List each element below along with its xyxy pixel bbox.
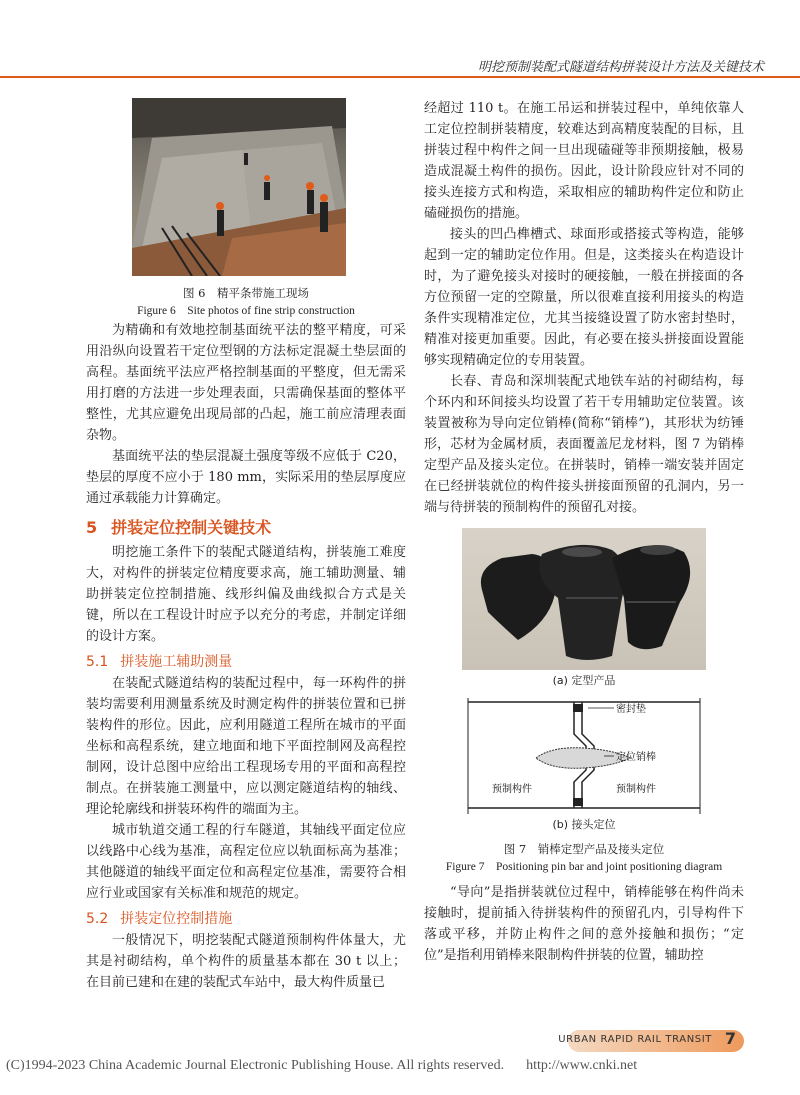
paragraph: 在装配式隧道结构的装配过程中，每一环构件的拼装均需要利用测量系统及时测定构件的拼装位置和已拼装构件的形位。因此，应利用隧道工程所在城市的平面坐标和高程系统，建立地面和地下平面控制网及高程控制网，设计总图中应给出工程现场专用的平面和高程控制点。在拼装施工测量中，应以测定隧道结构的轴线、理论轮廓线和拼装环构件的端面为主。 [86,676,406,817]
section-5-1-heading [86,651,406,671]
paragraph: 城市轨道交通工程的行车隧道，其轴线平面定位应以线路中心线为基准，高程定位应以轨面标高为基准；其他隧道的轴线平面定位和高程定位基准，需要符合相应行业或国家有关标准和规范的规定。 [86,823,406,901]
paragraph: 经超过 110 t。在施工吊运和拼装过程中，单纯依靠人工定位控制拼装精度，较难达到高精度装配的目标，且拼装过程中构件之间一旦出现磕碰等非预期接触，极易造成混凝土构件的损伤。因此，设计阶段应针对不同的接头连接方式和构造，采取相应的辅助构件定位和防止磕碰损伤的措施。 [424,101,744,221]
left-column [86,98,406,993]
section-title: 拼装施工辅助测量 [120,654,233,670]
journal-brand: URBAN RAPID RAIL TRANSIT [558,1034,712,1045]
figure-7-caption-en: Figure 7 Positioning pin bar and joint positioning diagram [445,861,723,873]
section-5-2-heading [86,908,406,928]
paragraph: 为精确和有效地控制基面统平法的整平精度，可采用沿纵向设置若干定位型钢的方法标定混凝土垫层面的高程。基面统平法应严格控制基面的平整度，但无需采用打磨的方法进一步处理表面，只需确保基面的整体平整性，尤其应避免出现局部的凸起，施工前应清理表面杂物。 [86,323,406,443]
section-title: 拼装定位控制关键技术 [111,518,272,537]
figure-6-photo [132,98,346,276]
paragraph: 接头的凹凸榫槽式、球面形或搭接式等构造，能够起到一定的辅助定位作用。但是，这类接头在构造设计时，为了避免接头对接时的硬接触，一般在拼接面的各方位预留一定的空隙量，所以很难直接利用接头的构造条件实现精准定位，尤其当接缝设置了防水密封垫时，精准对接更加重要。因此，有必要在接头拼接面设置能够实现精确定位的专用装置。 [424,227,744,368]
running-header: 明挖预制装配式隧道结构拼装设计方法及关键技术 [477,60,764,75]
positioning-pin-label: 定位销棒 [616,752,656,763]
right-column [424,98,744,966]
construction-site-image [132,98,346,276]
figure-7a-label: (a) 定型产品 [552,674,616,687]
figure-7-caption-zh: 图 7 销棒定型产品及接头定位 [503,842,665,856]
paragraph: 长春、青岛和深圳装配式地铁车站的衬砌结构，每个环内和环间接头均设置了若干专用辅助定位装置。该装置被称为导向定位销棒(简称“销棒”)，其形状为纺锤形，芯材为金属材质，表面覆盖尼龙材料，图 7 为销棒定型产品及接头定位。在拼装时，销棒一端安装并固定在已经拼装就位的构件接头拼接面预留的孔洞内，另一端与待拼装的预制构件的预留孔对接。 [424,374,744,515]
header-rule [0,76,800,78]
section-title: 拼装定位控制措施 [120,911,233,927]
figure-6-caption-zh: 图 6 精平条带施工现场 [183,286,309,300]
section-number: 5.1 [86,654,109,670]
figure-7b-label: (b) 接头定位 [552,818,616,831]
paragraph: “导向”是指拼装就位过程中，销棒能够在构件尚未接触时，提前插入待拼装构件的预留孔内，引导构件下落或平移，并防止构件之间的意外接触和损伤；“定位”是指利用销棒来限制构件拼装的位置，辅助控 [424,885,744,963]
pin-bar-product-image [462,528,706,670]
section-number: 5 [86,518,98,537]
section-number: 5.2 [86,911,109,927]
cnki-url[interactable]: http://www.cnki.net [526,1058,638,1073]
page-number: 7 [724,1029,736,1048]
section-5-heading [86,515,406,538]
precast-left-label: 预制构件 [492,784,532,795]
copyright-text: (C)1994-2023 China Academic Journal Electronic Publishing House. All rights reserved. [6,1058,505,1073]
paragraph: 明挖施工条件下的装配式隧道结构，拼装施工难度大，对构件的拼装定位精度要求高，施工辅助测量、辅助拼装定位控制措施、线形纠偏及曲线拟合方式是关键，所以在工程设计时应予以充分的考虑，并制定详细的设计方案。 [86,545,406,644]
figure-7a-photo [462,528,706,670]
seal-gasket-label: 密封垫 [616,704,646,715]
figure-7b-diagram [464,694,704,816]
copyright-line [6,1058,637,1074]
precast-right-label: 预制构件 [616,784,656,795]
figure-6-caption-en: Figure 6 Site photos of fine strip construction [137,305,355,317]
paragraph: 基面统平法的垫层混凝土强度等级不应低于 C20，垫层的厚度不应小于 180 mm，实际采用的垫层厚度应通过承载能力计算确定。 [86,449,406,506]
paragraph: 一般情况下，明挖装配式隧道预制构件体量大，尤其是衬砌结构，单个构件的质量基本都在 30 t 以上；在目前已建和在建的装配式车站中，最大构件质量已 [86,933,406,990]
